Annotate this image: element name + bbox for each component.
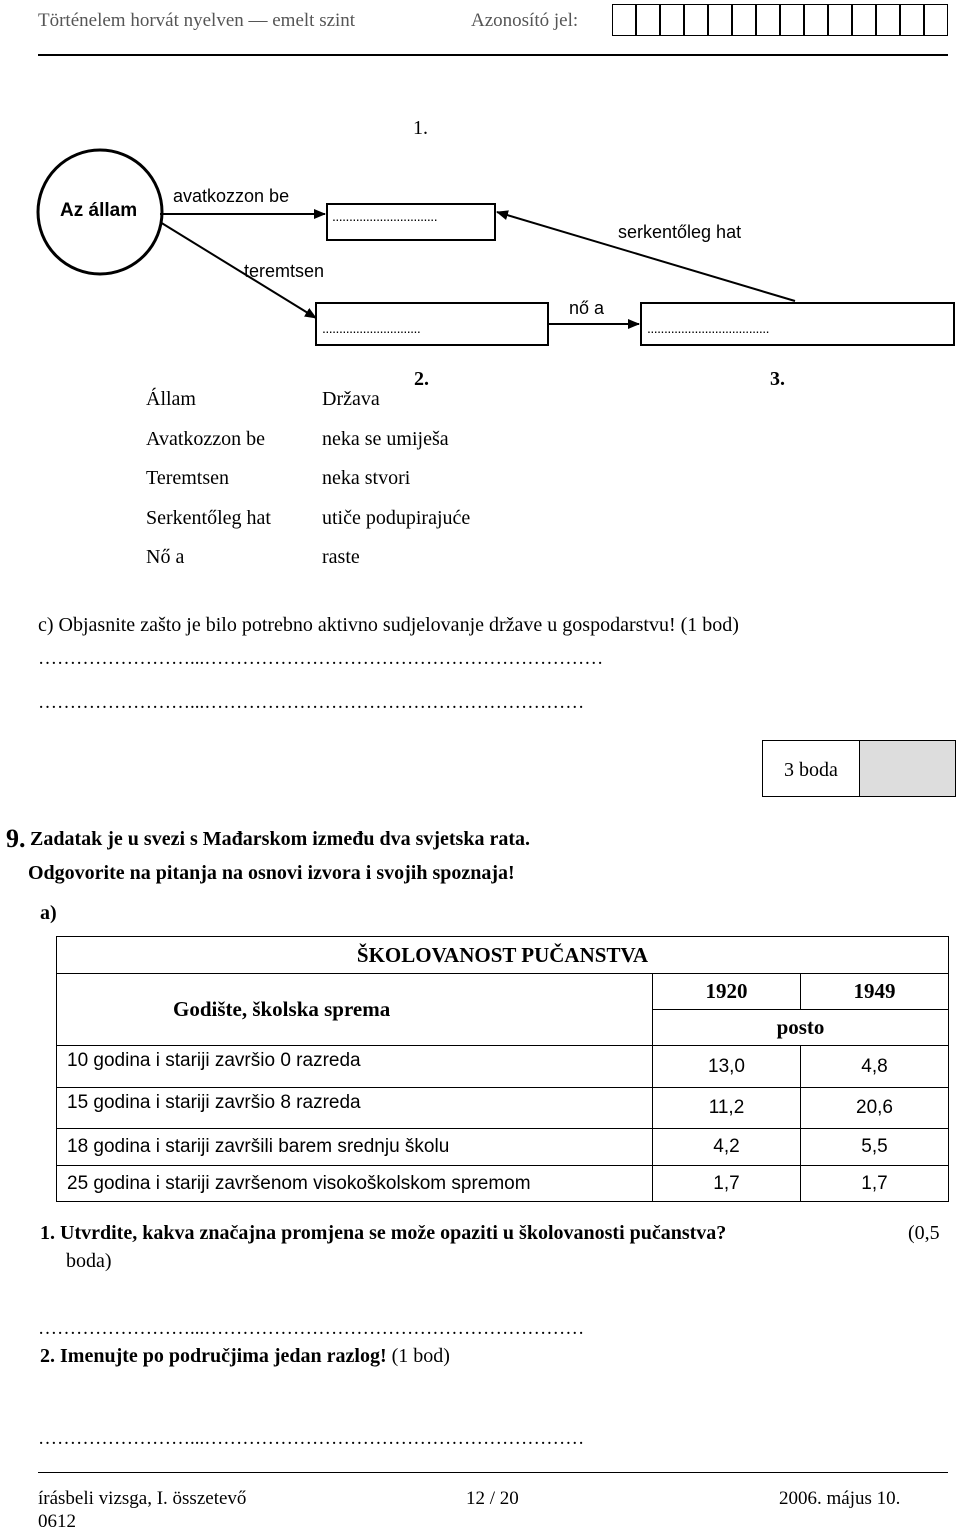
label-avatkozzon: avatkozzon be xyxy=(173,186,290,206)
id-box xyxy=(876,4,900,36)
header-rule xyxy=(38,54,948,56)
score-box xyxy=(762,740,956,797)
question-c-points: (1 bod) xyxy=(680,614,739,636)
table-row xyxy=(57,1166,949,1202)
id-box xyxy=(828,4,852,36)
value-1920: 1,7 xyxy=(653,1166,801,1202)
table-row xyxy=(57,1088,949,1129)
blank-bottom-right-text: .................................... xyxy=(647,320,770,336)
question-c-text: c) Objasnite zašto je bilo potrebno aktivno sudjelovanje države u gospodarstvu! xyxy=(38,614,676,636)
value-1920: 13,0 xyxy=(653,1046,801,1088)
economy-diagram xyxy=(0,140,960,355)
blank-top-text: ............................... xyxy=(332,208,438,224)
id-box xyxy=(612,4,636,36)
table-row xyxy=(57,1046,949,1088)
glossary-hu: Teremtsen xyxy=(146,467,230,489)
question-2-text: 2. Imenujte po područjima jedan razlog! xyxy=(40,1345,387,1367)
table-row-header: Godište, školska sprema xyxy=(57,974,653,1046)
question-1: 1. Utvrdite, kakva značajna promjena se može opaziti u školovanosti pučanstva? xyxy=(40,1222,727,1244)
id-box xyxy=(636,4,660,36)
value-1920: 11,2 xyxy=(653,1088,801,1129)
diagram-number-3: 3. xyxy=(770,368,785,390)
question-2-points: (1 bod) xyxy=(391,1345,450,1367)
label-teremtsen: teremtsen xyxy=(244,261,325,281)
id-box xyxy=(900,4,924,36)
footer-code: 0612 xyxy=(38,1511,76,1532)
value-1949: 20,6 xyxy=(801,1088,949,1129)
answer-line[interactable]: ……………………...…………………………………………………… xyxy=(38,1428,585,1449)
glossary-hu: Serkentőleg hat xyxy=(146,507,271,529)
question-c xyxy=(38,614,739,637)
task-subtitle: Odgovorite na pitanja na osnovi izvora i svojih spoznaja! xyxy=(28,862,515,884)
glossary-hu: Állam xyxy=(146,388,196,410)
answer-line[interactable]: ……………………...…………………………………………………… xyxy=(38,692,585,713)
footer-rule xyxy=(38,1472,948,1473)
label-no-a: nő a xyxy=(569,298,605,318)
question-2 xyxy=(40,1345,450,1368)
diagram-number-2: 2. xyxy=(414,368,429,390)
year-1920: 1920 xyxy=(653,974,801,1010)
id-box xyxy=(852,4,876,36)
question-1-points-cont: boda) xyxy=(66,1250,112,1272)
id-box xyxy=(780,4,804,36)
table-row xyxy=(57,1129,949,1166)
value-1949: 4,8 xyxy=(801,1046,949,1088)
table-title: ŠKOLOVANOST PUČANSTVA xyxy=(57,937,949,974)
glossary-hr: neka stvori xyxy=(322,467,411,489)
score-label: 3 boda xyxy=(763,741,860,796)
id-box xyxy=(924,4,948,36)
glossary-hr: utiče podupirajuće xyxy=(322,507,471,529)
glossary-hr: raste xyxy=(322,546,360,568)
label-serkentoleg: serkentőleg hat xyxy=(618,222,742,242)
question-1-points: (0,5 xyxy=(908,1222,940,1244)
id-box xyxy=(756,4,780,36)
row-label: 25 godina i stariji završenom visokoškolskom spremom xyxy=(57,1166,653,1202)
row-label: 10 godina i stariji završio 0 razreda xyxy=(57,1046,653,1088)
state-label: Az állam xyxy=(60,200,138,221)
row-label: 18 godina i stariji završili barem srednju školu xyxy=(57,1129,653,1166)
id-box xyxy=(804,4,828,36)
education-table xyxy=(56,936,949,1202)
id-box xyxy=(660,4,684,36)
year-1949: 1949 xyxy=(801,974,949,1010)
value-1920: 4,2 xyxy=(653,1129,801,1166)
value-1949: 1,7 xyxy=(801,1166,949,1202)
task-title: Zadatak je u svezi s Mađarskom između dva svjetska rata. xyxy=(30,828,530,850)
score-field xyxy=(860,741,955,796)
part-a-label: a) xyxy=(40,902,57,924)
glossary-hr: neka se umiješa xyxy=(322,428,449,450)
task-number: 9. xyxy=(6,824,26,853)
id-box xyxy=(684,4,708,36)
id-label: Azonosító jel: xyxy=(471,10,579,31)
glossary-hu: Avatkozzon be xyxy=(146,428,266,450)
id-box xyxy=(732,4,756,36)
glossary-hu: Nő a xyxy=(146,546,185,568)
blank-bottom-left-text: ............................. xyxy=(322,320,421,336)
id-box xyxy=(708,4,732,36)
diagram-number-1: 1. xyxy=(413,117,428,139)
footer-left: írásbeli vizsga, I. összetevő xyxy=(38,1488,247,1509)
answer-line[interactable]: ……………………...…………………………………………………… xyxy=(38,1318,585,1339)
answer-line[interactable]: ……………………...……………………………………………………… xyxy=(38,648,604,669)
unit-label: posto xyxy=(653,1010,949,1046)
value-1949: 5,5 xyxy=(801,1129,949,1166)
footer-date: 2006. május 10. xyxy=(779,1488,901,1509)
glossary-hr: Država xyxy=(322,388,380,410)
row-label: 15 godina i stariji završio 8 razreda xyxy=(57,1088,653,1129)
footer-page: 12 / 20 xyxy=(466,1488,519,1509)
header-title: Történelem horvát nyelven — emelt szint xyxy=(38,10,356,31)
